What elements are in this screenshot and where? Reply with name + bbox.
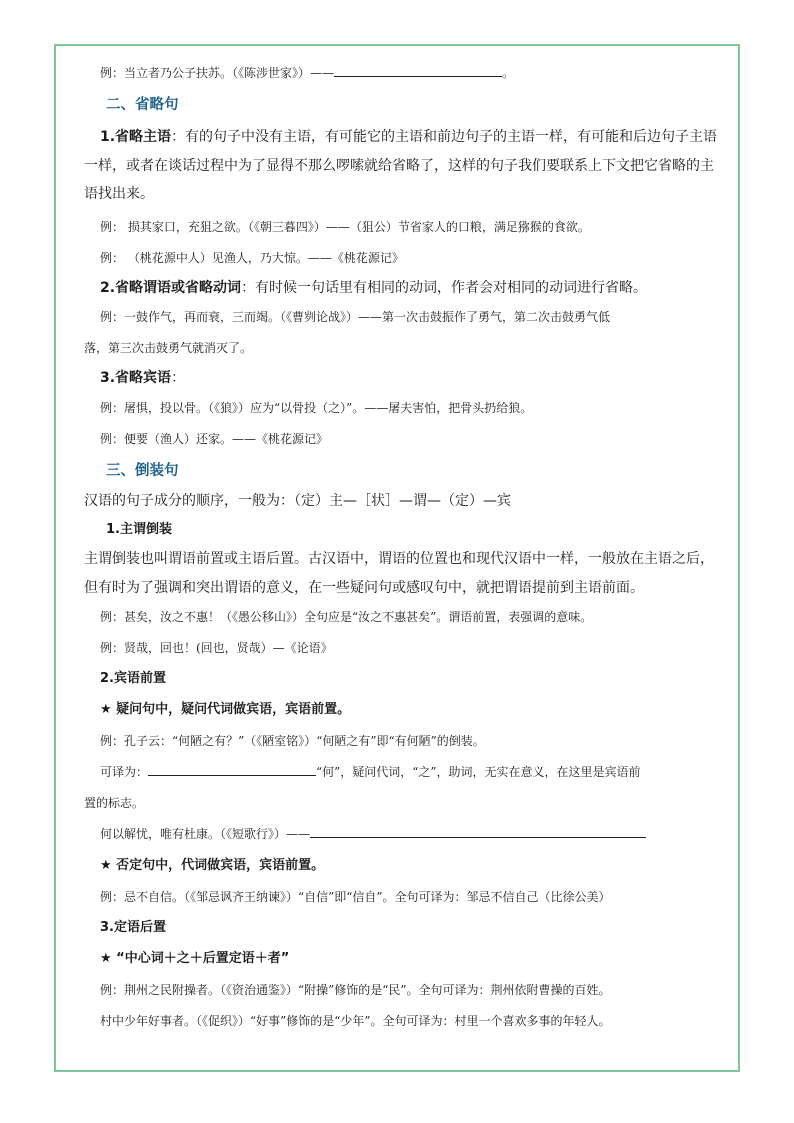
paragraph: 2.省略谓语或省略动词：有时候一句话里有相同的动词，作者会对相同的动词进行省略。 <box>100 279 648 296</box>
example-line: 例：贤哉，回也！(回也，贤哉）—《论语》 <box>100 641 333 655</box>
example-line: 村中少年好事者。（《促织》）“好事”修饰的是“少年”。全句可译为：村里一个喜欢多事的年轻人。 <box>100 1014 611 1028</box>
example-line: 落，第三次击鼓勇气就消灭了。 <box>84 341 253 355</box>
answer-blank[interactable] <box>148 761 316 776</box>
section-heading: 二、省略句 <box>106 97 179 113</box>
subheading: 3.定语后置 <box>100 920 166 935</box>
example-line: 例：一鼓作气，再而衰，三而竭。（《曹刿论战》）——第一次击鼓振作了勇气，第二次击鼓勇气低 <box>100 310 611 324</box>
answer-blank[interactable] <box>334 62 502 77</box>
example-line: 例：当立者乃公子扶苏。（《陈涉世家》）—— 。 <box>84 58 720 89</box>
paragraph: 汉语的句子成分的顺序，一般为：（定）主—［状］—谓—（定）—宾 <box>84 492 511 509</box>
paragraph: 主谓倒装也叫谓语前置或主语后置。古汉语中，谓语的位置也和现代汉语中一样，一般放在主语之后，但有时为了强调和突出谓语的意义，在一些疑问句或感叹句中，就把谓语提前到主语前面。 <box>84 551 714 596</box>
example-line: 例：忌不自信。（《邹忌讽齐王纳谏》）“自信”即“信自”。全句可译为：邹忌不信自己（比徐公美） <box>100 890 611 904</box>
example-line: 何以解忧，唯有杜康。（《短歌行》）—— <box>84 819 720 850</box>
example-line: 例：孔子云：“何陋之有？”（《陋室铭》）“何陋之有”即“有何陋”的倒装。 <box>100 734 485 748</box>
rule-item: ★ 疑问句中，疑问代词做宾语，宾语前置。 <box>100 702 351 717</box>
answer-blank[interactable] <box>310 823 646 838</box>
example-line: 例：荆州之民附操者。（《资治通鉴》）“附操”修饰的是“民”。全句可译为：荆州依附曹操的百姓。 <box>100 983 611 997</box>
paragraph: 3.省略宾语： <box>100 370 186 386</box>
example-line: 可译为： “何”，疑问代词，“之”，助词，无实在意义，在这里是宾语前 <box>84 757 720 788</box>
section-heading: 三、倒装句 <box>106 462 179 479</box>
document-body <box>84 58 720 1037</box>
example-line: 例：屠惧，投以骨。（《狼》）应为“以骨投（之）”。——屠夫害怕，把骨头扔给狼。 <box>100 400 533 415</box>
example-line: 例： （桃花源中人）见渔人，乃大惊。——《桃花源记》 <box>100 250 404 265</box>
rule-item: ★ 否定句中，代词做宾语，宾语前置。 <box>100 858 325 873</box>
subheading: 2.宾语前置 <box>100 671 166 686</box>
subheading: 1.主谓倒装 <box>106 522 172 537</box>
paragraph: 1.省略主语：有的句子中没有主语，有可能它的主语和前边句子的主语一样，有可能和后边句子主语一样，或者在谈话过程中为了显得不那么啰嗦就给省略了，这样的句子我们要联系上下文把它省略的主语找出来。 <box>84 129 718 202</box>
example-line: 例： 损其家口，充狙之欲。（《朝三暮四》）——（狙公）节省家人的口粮，满足猕猴的食欲。 <box>100 219 590 234</box>
example-line: 例：甚矣，汝之不惠！（《愚公移山》）全句应是“汝之不惠甚矣”。谓语前置，表强调的意味。 <box>100 610 593 624</box>
rule-item: ★ “中心词＋之＋后置定语＋者” <box>100 951 290 966</box>
example-line: 置的标志。 <box>84 796 145 810</box>
example-line: 例：便要（渔人）还家。——《桃花源记》 <box>100 431 329 446</box>
